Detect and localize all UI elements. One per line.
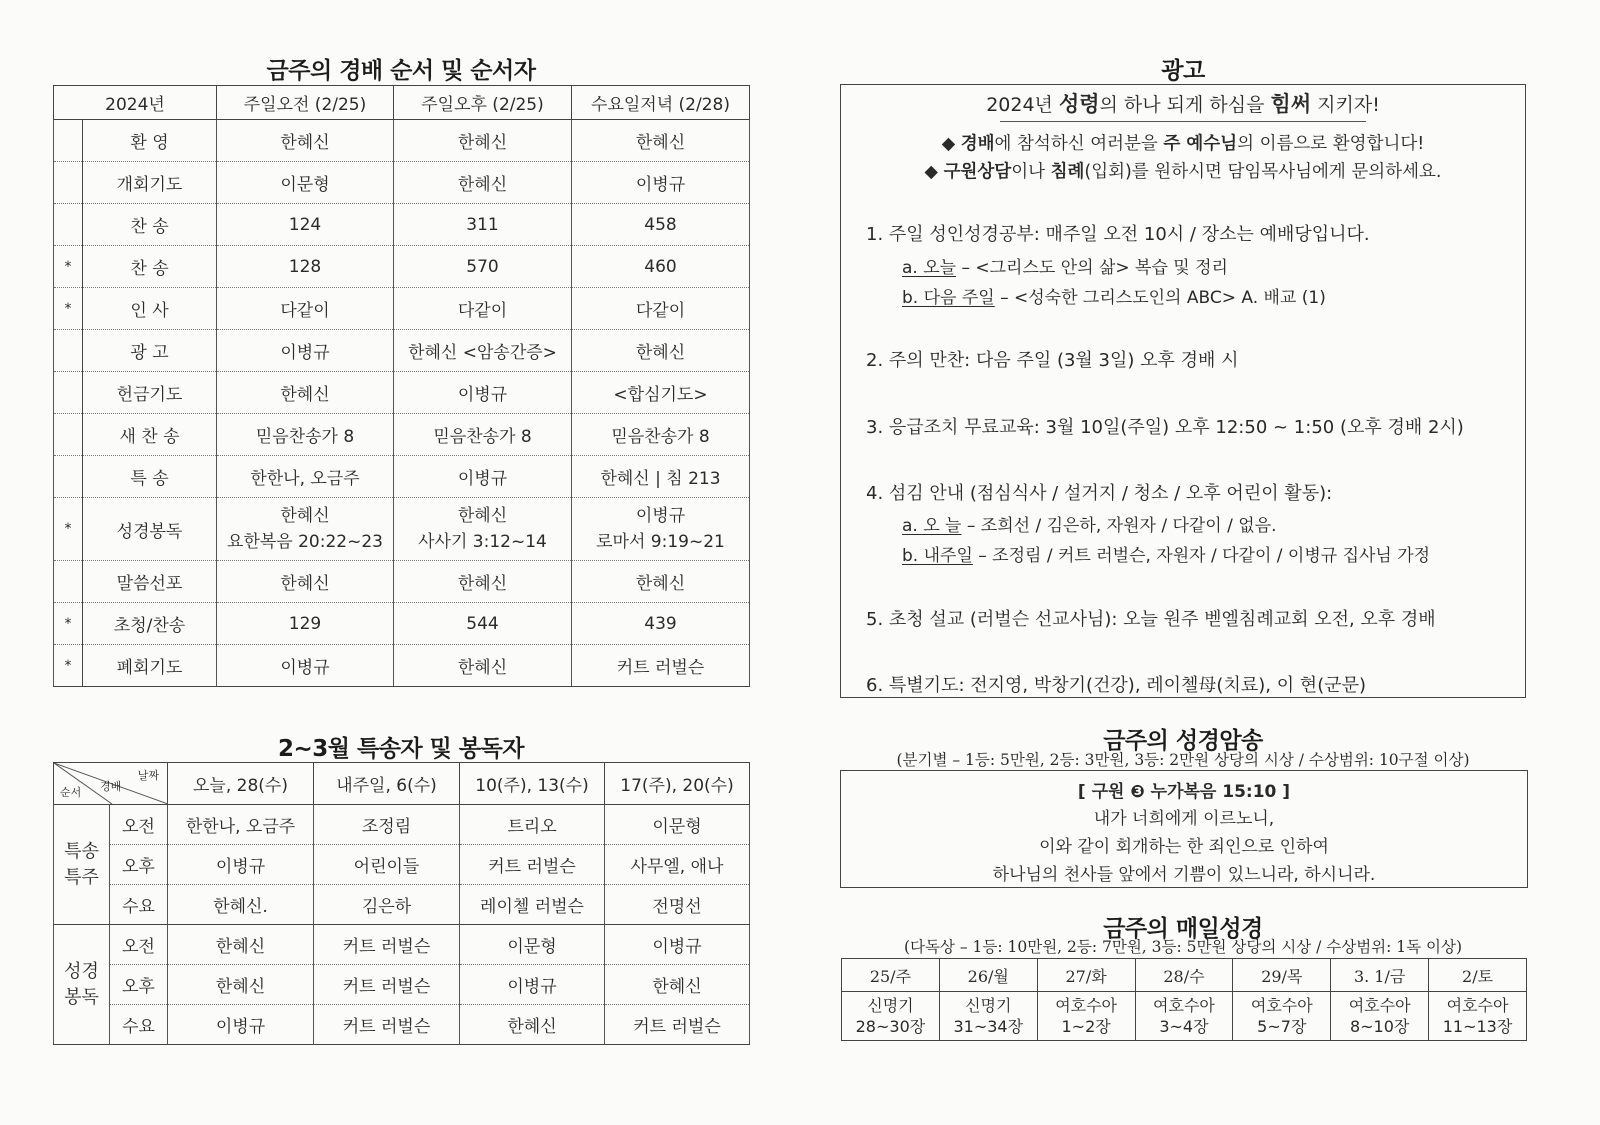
group-label <box>54 805 110 925</box>
sunday-pm-cell: 570 <box>394 246 572 288</box>
scripture-reference: 요한복음 20:22~23 <box>227 532 383 552</box>
bullet-emphasis: 침례 <box>1050 162 1085 182</box>
standing-mark: * <box>54 288 83 330</box>
verse-reference: [ 구원 ❸ 누가복음 15:10 ] <box>1077 782 1291 802</box>
header-wednesday: 수요일저녁 (2/28) <box>572 86 750 120</box>
sunday-pm-cell: 믿음찬송가 8 <box>394 414 572 456</box>
standing-mark <box>54 456 83 498</box>
special-song-title: 2~3월 특송자 및 봉독자 <box>277 736 525 762</box>
table-row <box>54 845 750 885</box>
sub-label: b. 다음 주일 <box>902 288 995 308</box>
announcement-item-5: 5. 초청 설교 (러벌슨 선교사님): 오늘 원주 벧엘침례교회 오전, 오후 경배 <box>866 609 1436 630</box>
corner-service-label: 경배 <box>100 780 122 793</box>
service-item: 광 고 <box>83 330 217 372</box>
reading-cell <box>1037 992 1135 1041</box>
wednesday-cell <box>572 498 750 561</box>
group-label <box>54 925 110 1045</box>
motto-underline <box>1000 121 1366 122</box>
corner-order-label: 순서 <box>60 786 82 799</box>
sunday-pm-cell: 한혜신 <box>394 120 572 162</box>
standing-mark <box>54 330 83 372</box>
standing-mark: * <box>54 603 83 645</box>
chapter-range: 28~30장 <box>855 1017 926 1036</box>
bullet-emphasis: 구원상담 <box>943 162 1012 182</box>
order-of-service-table <box>53 85 750 687</box>
header-sunday-pm: 주일오후 (2/25) <box>394 86 572 120</box>
bullet-text: (입회)를 원하시면 담임목사님에게 문의하세요. <box>1084 162 1442 182</box>
sunday-pm-cell: 한혜신 <box>394 645 572 687</box>
service-slot: 수요 <box>110 885 168 925</box>
table-row <box>54 885 750 925</box>
day-header: 29/목 <box>1233 959 1331 992</box>
service-item: 헌금기도 <box>83 372 217 414</box>
scripture-reference: 사사기 3:12~14 <box>418 532 547 552</box>
assignee-cell: 조정림 <box>314 805 460 845</box>
special-song-table <box>53 762 750 1045</box>
sunday-am-cell: 한혜신 <box>217 120 394 162</box>
bullet-text: 에 참석하신 여러분을 <box>994 134 1164 154</box>
date-col-1: 오늘, 28(수) <box>168 763 314 805</box>
daily-header-row <box>842 959 1527 992</box>
book-name: 여호수아 <box>1446 996 1509 1015</box>
welcome-bullet <box>840 130 1526 155</box>
sunday-am-cell: 이병규 <box>217 330 394 372</box>
book-name: 여호수아 <box>1153 996 1215 1015</box>
table-row <box>54 805 750 845</box>
announcements-title: 광고 <box>1161 58 1205 84</box>
group-label-line: 특송 <box>64 840 99 862</box>
daily-reading-row <box>842 992 1527 1041</box>
sub-label: a. 오 늘 <box>902 516 962 536</box>
service-item: 개회기도 <box>83 162 217 204</box>
sunday-pm-cell: 한혜신 <암송간증> <box>394 330 572 372</box>
sunday-pm-cell: 544 <box>394 603 572 645</box>
assignee-cell: 이병규 <box>605 925 750 965</box>
year-motto-banner <box>840 88 1526 118</box>
assignee-cell: 트리오 <box>460 805 605 845</box>
assignee-cell: 전명선 <box>605 885 750 925</box>
table-row <box>54 645 750 687</box>
header-year: 2024년 <box>54 86 217 120</box>
day-header: 27/화 <box>1037 959 1135 992</box>
assignee-cell: 한혜신. <box>168 885 314 925</box>
table-row <box>54 372 750 414</box>
chapter-range: 1~2장 <box>1061 1017 1111 1036</box>
date-col-4: 17(주), 20(수) <box>605 763 750 805</box>
sunday-am-cell: 한혜신 <box>217 372 394 414</box>
chapter-range: 31~34장 <box>953 1017 1024 1036</box>
table-row <box>54 288 750 330</box>
sunday-am-cell: 이문형 <box>217 162 394 204</box>
sunday-am-cell: 128 <box>217 246 394 288</box>
day-header: 2/토 <box>1429 959 1527 992</box>
scripture-reference: 로마서 9:19~21 <box>596 532 725 552</box>
announcement-item-4: 4. 섬김 안내 (점심식사 / 설거지 / 청소 / 오후 어린이 활동): <box>866 483 1333 504</box>
motto-text-1: 의 하나 되게 하심을 <box>1099 94 1271 116</box>
sunday-pm-cell: 다같이 <box>394 288 572 330</box>
standing-mark <box>54 561 83 603</box>
bullet-emphasis: 경배 <box>960 134 995 154</box>
service-slot: 오후 <box>110 965 168 1005</box>
sub-label: a. 오늘 <box>902 258 957 278</box>
date-col-3: 10(주), 13(수) <box>460 763 605 805</box>
verse-line-2: 이와 같이 회개하는 한 죄인으로 인하여 <box>1039 837 1329 857</box>
table-header-row <box>54 86 750 120</box>
table-row <box>54 456 750 498</box>
daily-bible-table <box>841 958 1527 1041</box>
assignee-cell: 레이첼 러벌슨 <box>460 885 605 925</box>
performer: 이병규 <box>635 506 686 526</box>
sub-text: – 조희선 / 김은하, 자원자 / 다같이 / 없음. <box>961 516 1277 536</box>
service-item: 폐회기도 <box>83 645 217 687</box>
verse-line-3: 하나님의 천사들 앞에서 기쁨이 있느니라, 하시니라. <box>992 865 1376 885</box>
table-row <box>54 498 750 561</box>
assignee-cell: 커트 러벌슨 <box>314 925 460 965</box>
assignee-cell: 사무엘, 애나 <box>605 845 750 885</box>
sub-label: b. 내주일 <box>902 546 973 566</box>
announcement-item-4-sub-a <box>902 511 1277 536</box>
sunday-am-cell <box>217 498 394 561</box>
assignee-cell: 이병규 <box>460 965 605 1005</box>
book-name: 신명기 <box>965 996 1012 1015</box>
assignee-cell: 커트 러벌슨 <box>605 1005 750 1045</box>
chapter-range: 5~7장 <box>1257 1017 1307 1036</box>
wednesday-cell: 다같이 <box>572 288 750 330</box>
wednesday-cell: 한혜신 | 침 213 <box>572 456 750 498</box>
book-name: 여호수아 <box>1348 996 1411 1015</box>
daily-bible-prize-info: (다독상 – 1등: 10만원, 2등: 7만원, 3등: 5만원 상당의 시상 / 수상범위: 1독 이상) <box>903 938 1463 956</box>
sunday-pm-cell: 이병규 <box>394 456 572 498</box>
service-item: 말씀선포 <box>83 561 217 603</box>
sunday-pm-cell: 한혜신 <box>394 162 572 204</box>
table-row <box>54 965 750 1005</box>
chapter-range: 8~10장 <box>1349 1017 1410 1036</box>
sub-text: – 조정림 / 커트 러벌슨, 자원자 / 다같이 / 이병규 집사님 가정 <box>972 546 1431 566</box>
announcement-item-1: 1. 주일 성인성경공부: 매주일 오전 10시 / 장소는 예배당입니다. <box>866 224 1370 245</box>
motto-emphasis-2: 힘써 <box>1270 92 1312 116</box>
diamond-icon: ◆ <box>941 134 956 154</box>
table-row <box>54 330 750 372</box>
day-header: 3. 1/금 <box>1331 959 1429 992</box>
book-name: 여호수아 <box>1055 996 1118 1015</box>
wednesday-cell: <합심기도> <box>572 372 750 414</box>
daily-bible-title: 금주의 매일성경 <box>1103 916 1263 942</box>
diamond-icon: ◆ <box>924 162 938 182</box>
table-row <box>54 204 750 246</box>
group-label-line: 특주 <box>64 866 99 888</box>
book-name: 여호수아 <box>1250 996 1313 1015</box>
reading-cell <box>1233 992 1331 1041</box>
sunday-am-cell: 124 <box>217 204 394 246</box>
service-item: 새 찬 송 <box>83 414 217 456</box>
performer: 한혜신 <box>280 506 330 526</box>
table-row <box>54 414 750 456</box>
standing-mark <box>54 162 83 204</box>
standing-mark: * <box>54 498 83 561</box>
service-slot: 오전 <box>110 925 168 965</box>
sub-text: – <성숙한 그리스도인의 ABC> A. 배교 (1) <box>994 288 1326 308</box>
chapter-range: 11~13장 <box>1442 1017 1513 1036</box>
sunday-am-cell: 믿음찬송가 8 <box>217 414 394 456</box>
motto-text-2: 지키자! <box>1311 94 1380 116</box>
table-row <box>54 162 750 204</box>
wednesday-cell: 한혜신 <box>572 330 750 372</box>
assignee-cell: 한한나, 오금주 <box>168 805 314 845</box>
counseling-bullet <box>840 158 1526 183</box>
standing-mark: * <box>54 246 83 288</box>
standing-mark <box>54 372 83 414</box>
standing-mark <box>54 120 83 162</box>
chapter-range: 3~4장 <box>1159 1017 1209 1036</box>
assignee-cell: 한혜신 <box>168 925 314 965</box>
wednesday-cell: 460 <box>572 246 750 288</box>
service-slot: 오전 <box>110 805 168 845</box>
wednesday-cell: 한혜신 <box>572 561 750 603</box>
assignee-cell: 커트 러벌슨 <box>460 845 605 885</box>
day-header: 26/월 <box>939 959 1037 992</box>
table-row <box>54 246 750 288</box>
assignee-cell: 커트 러벌슨 <box>314 1005 460 1045</box>
assignee-cell: 한혜신 <box>460 1005 605 1045</box>
assignee-cell: 이병규 <box>168 1005 314 1045</box>
table-row <box>54 925 750 965</box>
corner-date-label: 날짜 <box>137 769 159 782</box>
table-row <box>54 1005 750 1045</box>
verse-line-1: 내가 너희에게 이르노니, <box>1093 809 1275 829</box>
announcement-item-1-sub-a <box>902 253 1228 278</box>
table-header-row <box>54 763 750 805</box>
reading-cell <box>1331 992 1429 1041</box>
assignee-cell: 이병규 <box>168 845 314 885</box>
service-item: 성경봉독 <box>83 498 217 561</box>
announcement-item-3: 3. 응급조치 무료교육: 3월 10일(주일) 오후 12:50 ~ 1:50 (오후 경배 2시) <box>866 417 1464 438</box>
sub-text: – <그리스도 안의 삶> 복습 및 정리 <box>956 258 1228 278</box>
reading-cell <box>842 992 940 1041</box>
assignee-cell: 이문형 <box>460 925 605 965</box>
day-header: 28/수 <box>1135 959 1233 992</box>
service-item: 찬 송 <box>83 246 217 288</box>
day-header: 25/주 <box>842 959 940 992</box>
assignee-cell: 어린이들 <box>314 845 460 885</box>
diagonal-header-cell <box>54 763 168 805</box>
sunday-am-cell: 이병규 <box>217 645 394 687</box>
reading-cell <box>1135 992 1233 1041</box>
group-label-line: 봉독 <box>64 986 99 1008</box>
book-name: 신명기 <box>867 996 914 1015</box>
announcement-item-1-sub-b <box>902 283 1326 308</box>
announcement-item-4-sub-b <box>902 541 1430 566</box>
motto-emphasis-1: 성령 <box>1058 92 1100 116</box>
standing-mark: * <box>54 645 83 687</box>
performer: 한혜신 <box>457 506 508 526</box>
memorization-prize-info: (분기별 – 1등: 5만원, 2등: 3만원, 3등: 2만원 상당의 시상 / 수상범위: 10구절 이상) <box>896 751 1470 769</box>
sunday-am-cell: 129 <box>217 603 394 645</box>
announcement-item-2: 2. 주의 만찬: 다음 주일 (3월 3일) 오후 경배 시 <box>866 350 1239 371</box>
sunday-am-cell: 한혜신 <box>217 561 394 603</box>
bullet-text: 이나 <box>1011 162 1051 182</box>
reading-cell <box>939 992 1037 1041</box>
date-col-2: 내주일, 6(수) <box>314 763 460 805</box>
reading-cell <box>1429 992 1527 1041</box>
assignee-cell: 한혜신 <box>168 965 314 1005</box>
wednesday-cell: 458 <box>572 204 750 246</box>
service-item: 환 영 <box>83 120 217 162</box>
wednesday-cell: 한혜신 <box>572 120 750 162</box>
assignee-cell: 한혜신 <box>605 965 750 1005</box>
wednesday-cell: 439 <box>572 603 750 645</box>
order-of-service-title: 금주의 경배 순서 및 순서자 <box>266 58 536 84</box>
standing-mark <box>54 204 83 246</box>
sunday-pm-cell: 311 <box>394 204 572 246</box>
service-item: 인 사 <box>83 288 217 330</box>
sunday-am-cell: 다같이 <box>217 288 394 330</box>
motto-year: 2024년 <box>986 94 1059 116</box>
memorization-title: 금주의 성경암송 <box>1103 728 1263 754</box>
service-item: 찬 송 <box>83 204 217 246</box>
service-item: 특 송 <box>83 456 217 498</box>
wednesday-cell: 이병규 <box>572 162 750 204</box>
table-row <box>54 561 750 603</box>
bullet-emphasis: 주 예수님 <box>1163 134 1238 154</box>
announcement-item-6: 6. 특별기도: 전지영, 박창기(건강), 레이첼母(치료), 이 현(군문) <box>866 675 1367 696</box>
service-slot: 오후 <box>110 845 168 885</box>
assignee-cell: 커트 러벌슨 <box>314 965 460 1005</box>
group-label-line: 성경 <box>64 960 99 982</box>
sunday-am-cell: 한한나, 오금주 <box>217 456 394 498</box>
service-slot: 수요 <box>110 1005 168 1045</box>
service-item: 초청/찬송 <box>83 603 217 645</box>
wednesday-cell: 믿음찬송가 8 <box>572 414 750 456</box>
wednesday-cell: 커트 러벌슨 <box>572 645 750 687</box>
table-row <box>54 120 750 162</box>
standing-mark <box>54 414 83 456</box>
assignee-cell: 이문형 <box>605 805 750 845</box>
assignee-cell: 김은하 <box>314 885 460 925</box>
header-sunday-am: 주일오전 (2/25) <box>217 86 394 120</box>
sunday-pm-cell: 한혜신 <box>394 561 572 603</box>
sunday-pm-cell <box>394 498 572 561</box>
table-row <box>54 603 750 645</box>
sunday-pm-cell: 이병규 <box>394 372 572 414</box>
bullet-text: 의 이름으로 환영합니다! <box>1237 134 1425 154</box>
